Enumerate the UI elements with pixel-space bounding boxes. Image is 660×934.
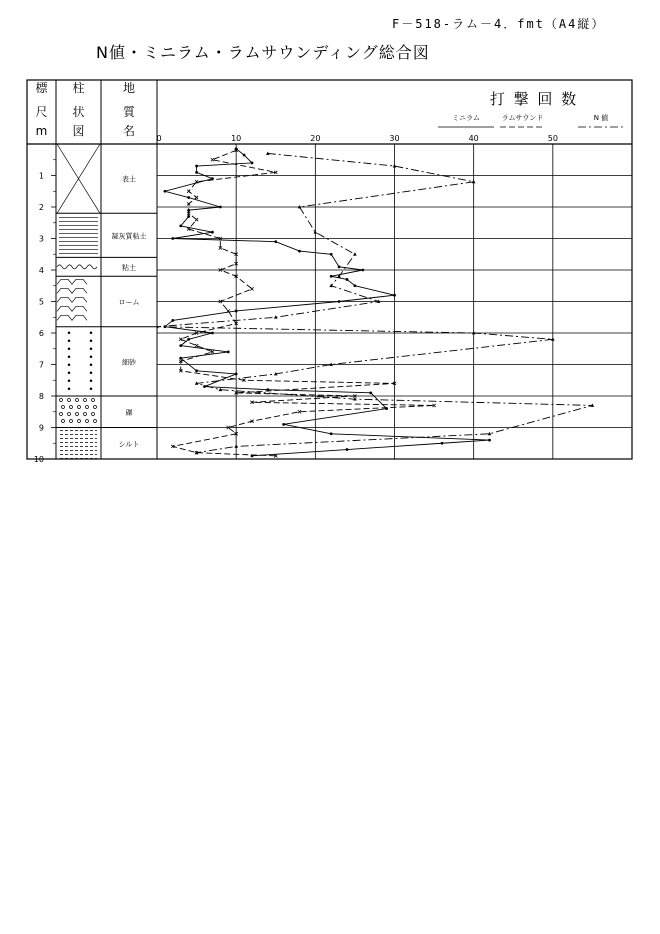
- data-point: [211, 332, 214, 335]
- data-point: [195, 171, 198, 174]
- chart-series: [155, 147, 594, 457]
- data-point: [354, 284, 357, 287]
- depth-tick-label: 10: [33, 455, 44, 464]
- legend-entry: [500, 114, 545, 127]
- chart-title: 打 撃 回 数: [489, 90, 579, 108]
- data-point: [187, 215, 190, 218]
- data-point: [338, 300, 341, 303]
- blow-count-tick-label: 30: [389, 134, 400, 143]
- data-point: [346, 278, 349, 281]
- depth-tick-label: 1: [38, 171, 44, 181]
- data-point: [179, 225, 182, 228]
- geology-header-char: 名: [122, 124, 136, 138]
- data-point: [187, 338, 190, 341]
- blow-count-tick-label: 20: [310, 134, 321, 143]
- data-point: [243, 154, 246, 157]
- data-point: [235, 310, 238, 313]
- data-point: [338, 265, 341, 268]
- data-point: [179, 357, 182, 360]
- data-point: [251, 162, 254, 165]
- column-pattern: [68, 332, 92, 390]
- depth-tick-label: 8: [38, 392, 44, 401]
- legend-label: ラムサウンド: [501, 114, 544, 122]
- depth-tick-label: 3: [38, 234, 44, 244]
- series-group: [171, 149, 435, 458]
- depth-tick-label: 5: [38, 297, 44, 307]
- data-point: [171, 237, 174, 240]
- geology-layer: [56, 399, 157, 428]
- data-point: [346, 448, 349, 451]
- data-point: [187, 190, 190, 193]
- data-point: [164, 190, 167, 193]
- scale-header-char: 標: [35, 81, 48, 95]
- data-point: [472, 180, 476, 183]
- data-point: [393, 164, 397, 167]
- geology-layer: [56, 279, 157, 326]
- geology-layer-name: 細砂: [122, 358, 136, 367]
- geology-layer-name: 礫: [125, 408, 133, 417]
- geology-layer: [56, 263, 157, 276]
- geology-layer-name: 表土: [122, 175, 136, 184]
- legend-label: ミニラム: [452, 114, 480, 122]
- geology-layer-name: シルト: [118, 440, 140, 449]
- data-point: [211, 158, 214, 161]
- data-point: [211, 231, 214, 234]
- chart-frame: [27, 80, 632, 459]
- geology-layer-name: ローム: [118, 298, 140, 307]
- series-line: [165, 149, 490, 456]
- blow-count-tick-label: 10: [231, 134, 242, 143]
- column-pattern: [60, 431, 97, 459]
- blow-count-tick-label: 40: [468, 134, 479, 143]
- geology-layer: [56, 332, 157, 396]
- data-point: [187, 196, 190, 199]
- column-pattern: [57, 144, 100, 213]
- file-name: F－518-ラム－4．fmt（A4縦）: [392, 17, 606, 31]
- column-pattern: [57, 265, 97, 269]
- geology-layer: [56, 431, 157, 460]
- depth-tick-label: 7: [38, 360, 44, 370]
- depth-tick-labels: [34, 172, 44, 465]
- data-point: [195, 218, 198, 221]
- blow-count-tick-label: 50: [547, 134, 558, 143]
- scale-header-char: m: [35, 124, 48, 138]
- data-point: [195, 369, 198, 372]
- data-point: [432, 404, 435, 407]
- geology-layers: [56, 144, 157, 459]
- column-pattern: [59, 217, 98, 253]
- legend-label: N 値: [593, 114, 609, 122]
- geology-header-char: 質: [122, 105, 136, 119]
- geology-layer: [56, 144, 157, 213]
- data-point: [330, 253, 333, 256]
- data-point: [488, 439, 491, 442]
- geology-layer: [56, 217, 157, 257]
- geology-layer-name: 凝灰質粘土: [111, 232, 147, 241]
- data-point: [195, 196, 198, 199]
- data-point: [195, 344, 198, 347]
- column-pattern: [57, 279, 87, 320]
- data-point: [195, 165, 198, 168]
- series-group: [164, 147, 491, 457]
- data-point: [171, 319, 174, 322]
- blow-count-tick-labels: [156, 134, 557, 143]
- legend-entry: [438, 114, 494, 127]
- data-point: [250, 287, 253, 290]
- data-point: [330, 275, 333, 278]
- data-point: [369, 391, 372, 394]
- data-point: [353, 252, 357, 255]
- chart-legend: [438, 113, 624, 127]
- geology-header-char: 地: [122, 81, 136, 95]
- scale-header-char: 尺: [35, 105, 48, 119]
- column-header-char: 状: [72, 105, 85, 119]
- blow-count-tick-label: 0: [156, 134, 162, 143]
- data-point: [219, 206, 222, 209]
- document-title: N値・ミニラム・ラムサウンディング総合図: [96, 43, 430, 62]
- data-point: [361, 269, 364, 272]
- column-pattern: [60, 399, 97, 423]
- legend-entry: [578, 113, 624, 127]
- data-point: [441, 442, 444, 445]
- data-point: [179, 344, 182, 347]
- data-point: [393, 294, 396, 297]
- column-headers: [35, 80, 578, 138]
- data-point: [298, 250, 301, 253]
- geology-layer-name: 粘土: [122, 263, 136, 272]
- data-point: [235, 373, 238, 376]
- data-point: [330, 432, 333, 435]
- outer-border: [27, 80, 632, 459]
- depth-tick-label: 2: [38, 203, 44, 212]
- data-point: [282, 423, 285, 426]
- depth-tick-label: 6: [38, 329, 44, 338]
- data-point: [274, 240, 277, 243]
- column-header-char: 柱: [72, 81, 85, 95]
- depth-tick-label: 9: [38, 423, 44, 433]
- column-header-char: 図: [72, 124, 85, 138]
- data-point: [227, 351, 230, 354]
- depth-tick-label: 4: [38, 266, 44, 275]
